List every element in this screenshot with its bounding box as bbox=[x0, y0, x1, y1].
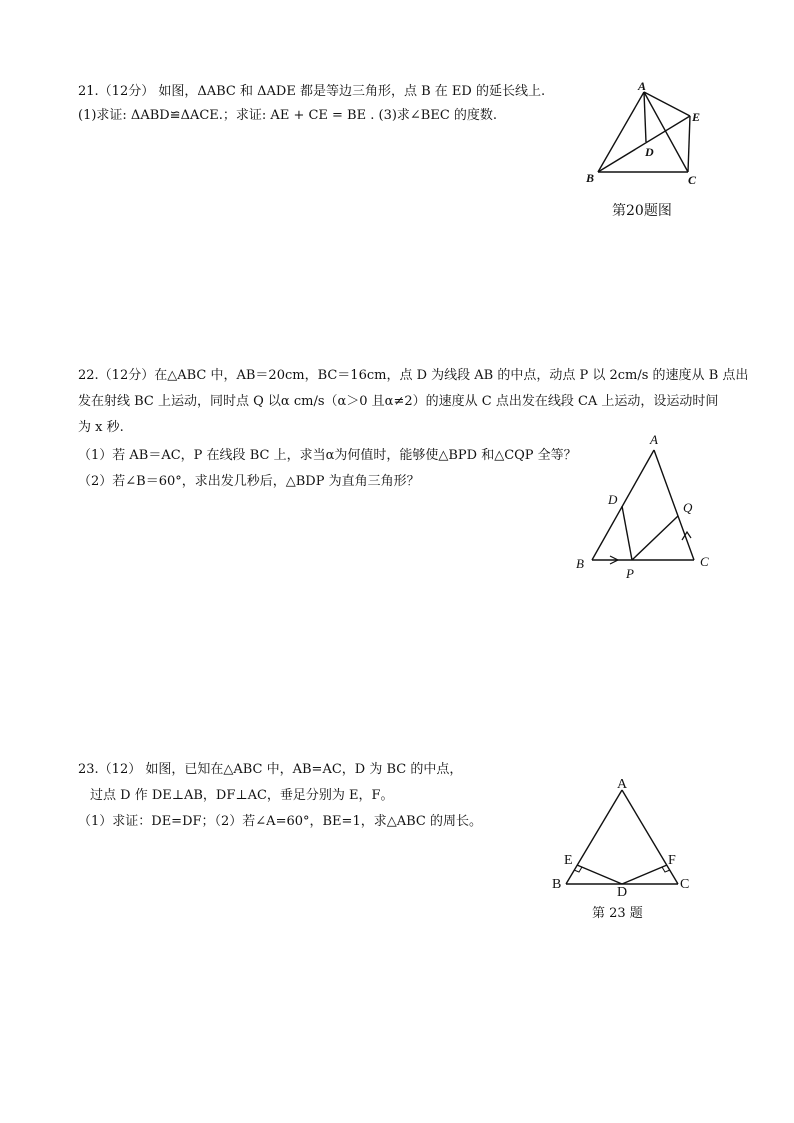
q23-seg-df bbox=[622, 865, 667, 884]
q22-stem-line3: 为 x 秒. bbox=[78, 420, 124, 435]
q21-seg-ad bbox=[644, 92, 646, 142]
q23-label-b: B bbox=[552, 877, 562, 892]
q22-label-d: D bbox=[608, 492, 618, 507]
q23-label-a: A bbox=[617, 777, 628, 792]
q23-stem-line1: 23.（12） 如图，已知在△ABC 中，AB=AC，D 为 BC 的中点， bbox=[78, 762, 463, 777]
q21-parts-line: (1)求证: ΔABD≌ΔACE.；求证: AE + CE = BE . (3)求∠BEC 的度数. bbox=[78, 108, 498, 123]
q22-label-c: C bbox=[700, 554, 709, 569]
q22-label-q: Q bbox=[683, 500, 693, 515]
q23-figure bbox=[546, 772, 696, 896]
q22-label-a: A bbox=[650, 432, 658, 447]
q21-label-c: C bbox=[688, 173, 697, 187]
q23-label-d: D bbox=[617, 885, 628, 896]
q22-label-p: P bbox=[626, 566, 634, 581]
q21-seg-be bbox=[598, 116, 690, 172]
q23-figure-svg bbox=[546, 772, 696, 896]
q21-label-d: D bbox=[645, 145, 654, 159]
q22-label-b: B bbox=[576, 556, 584, 571]
q21-seg-ab bbox=[598, 92, 644, 172]
q21-figure-caption: 第20题图 bbox=[612, 203, 672, 219]
q21-seg-ec bbox=[688, 116, 690, 172]
q22-figure bbox=[570, 428, 720, 584]
q23-parts-line: （1）求证：DE=DF；（2）若∠A=60°，BE=1，求△ABC 的周长。 bbox=[78, 814, 482, 829]
q23-label-e: E bbox=[564, 853, 573, 868]
q22-stem-line1: 22.（12分）在△ABC 中，AB＝20cm，BC＝16cm，点 D 为线段 AB 的中点，动点 P 以 2cm/s 的速度从 B 点出 bbox=[78, 368, 749, 383]
q21-figure-svg bbox=[578, 76, 708, 192]
q21-label-a: A bbox=[638, 79, 647, 93]
q21-label-b: B bbox=[586, 171, 595, 185]
q22-stem-line2: 发在射线 BC 上运动，同时点 Q 以α cm/s（α＞0 且α≠2）的速度从 C 点出发在线段 CA 上运动，设运动时间 bbox=[78, 394, 719, 409]
q23-figure-caption: 第 23 题 bbox=[592, 906, 643, 921]
q22-seg-pq bbox=[632, 516, 678, 560]
q23-stem-line2: 过点 D 作 DE⊥AB，DF⊥AC，垂足分别为 E，F。 bbox=[90, 788, 394, 803]
q23-label-c: C bbox=[680, 877, 690, 892]
q22-seg-ab bbox=[592, 450, 654, 560]
q22-part2: （2）若∠B＝60°，求出发几秒后，△BDP 为直角三角形？ bbox=[78, 474, 420, 489]
q21-label-e: E bbox=[692, 110, 701, 124]
q23-seg-de bbox=[577, 865, 622, 884]
q22-figure-svg bbox=[570, 428, 720, 584]
q21-figure bbox=[578, 76, 708, 192]
q23-label-f: F bbox=[668, 853, 676, 868]
q22-seg-dp bbox=[622, 506, 632, 560]
q21-stem-line1: 21.（12分） 如图，ΔABC 和 ΔADE 都是等边三角形，点 B 在 ED 的延长线上. bbox=[78, 84, 546, 99]
q22-part1: （1）若 AB＝AC，P 在线段 BC 上，求当α为何值时，能够使△BPD 和△CQP 全等？ bbox=[78, 448, 577, 463]
